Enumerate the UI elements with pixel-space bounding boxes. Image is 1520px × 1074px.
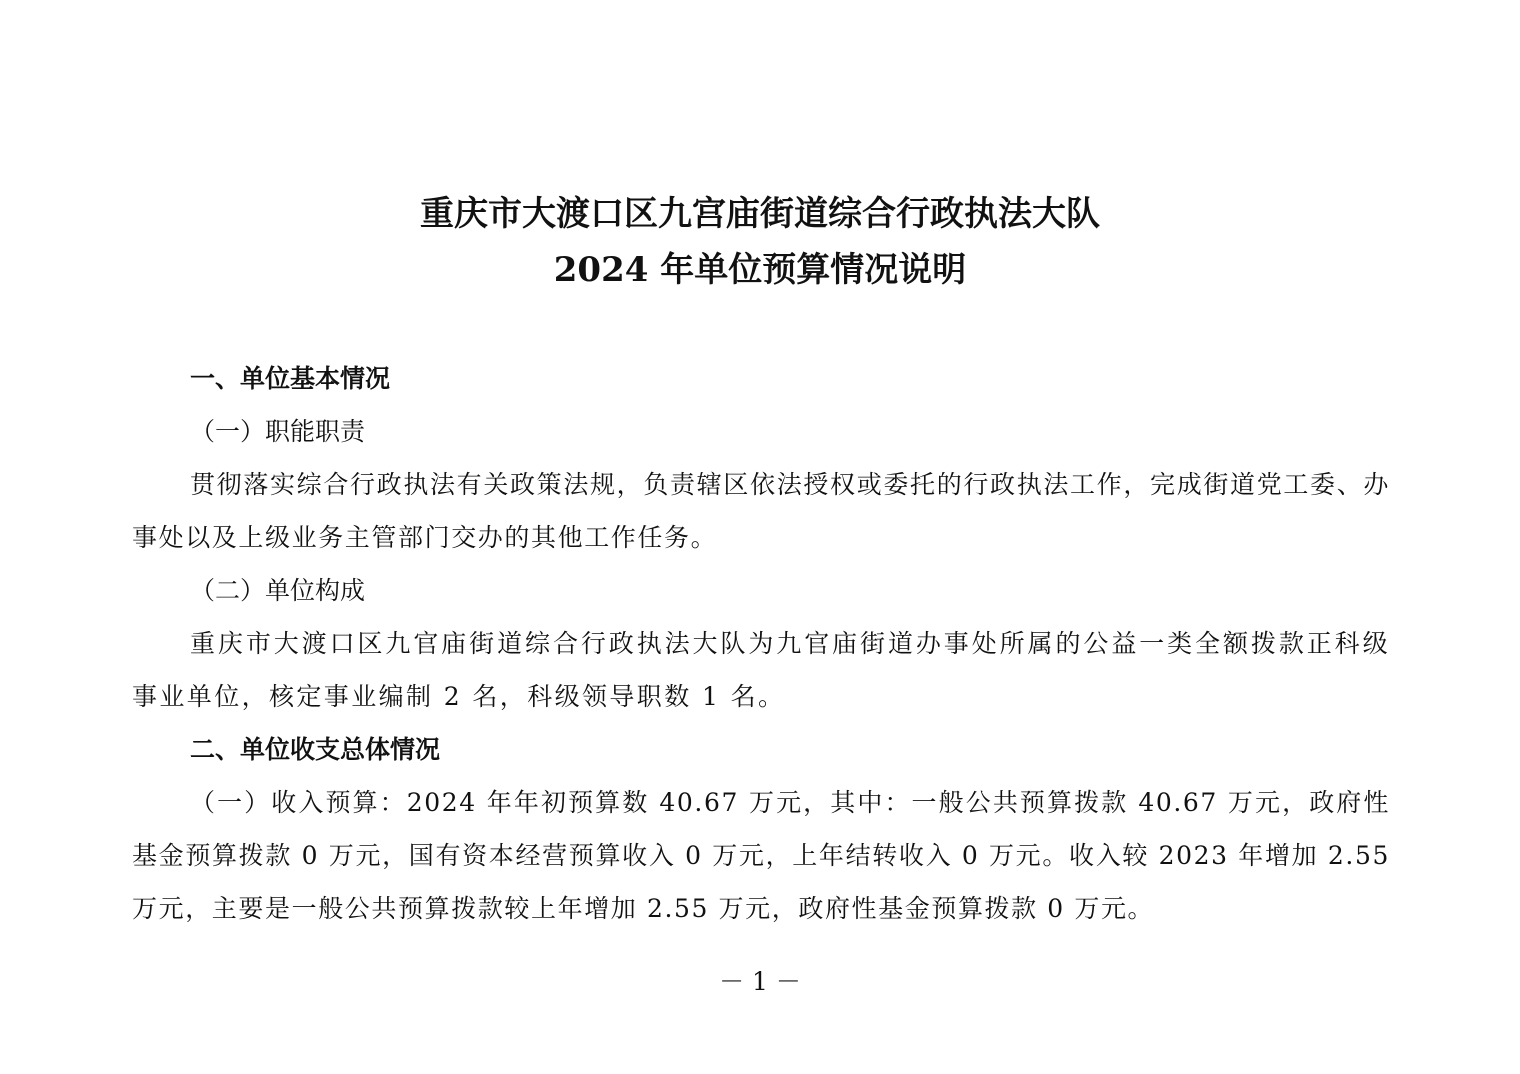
page-number: － 1 － bbox=[719, 967, 801, 996]
paragraph-duties: 贯彻落实综合行政执法有关政策法规，负责辖区依法授权或委托的行政执法工作，完成街道党工委、办事处以及上级业务主管部门交办的其他工作任务。 bbox=[132, 470, 1390, 552]
title-line-2: 2024 年单位预算情况说明 bbox=[553, 250, 967, 290]
paragraph-composition: 重庆市大渡口区九官庙街道综合行政执法大队为九官庙街道办事处所属的公益一类全额拨款正科级事业单位，核定事业编制 2 名，科级领导职数 1 名。 bbox=[132, 629, 1390, 711]
title-line-1: 重庆市大渡口区九宫庙街道综合行政执法大队 bbox=[420, 194, 1100, 234]
subheading-duties: （一）职能职责 bbox=[190, 417, 366, 446]
document-body bbox=[132, 352, 1390, 935]
section-heading-income-expense: 二、单位收支总体情况 bbox=[190, 735, 441, 764]
paragraph-income-budget: （一）收入预算：2024 年年初预算数 40.67 万元，其中：一般公共预算拨款 40.67 万元，政府性基金预算拨款 0 万元，国有资本经营预算收入 0 万元，上年结转收入 0 万元。收入较 2023 年增加 2.55 万元，主要是一般公共预算拨款较上年增加 2.55 万元，政府性基金预算拨款 0 万元。 bbox=[132, 788, 1390, 923]
subheading-composition: （二）单位构成 bbox=[190, 576, 366, 605]
document-title bbox=[0, 186, 1520, 298]
section-heading-basic-info: 一、单位基本情况 bbox=[190, 364, 391, 393]
